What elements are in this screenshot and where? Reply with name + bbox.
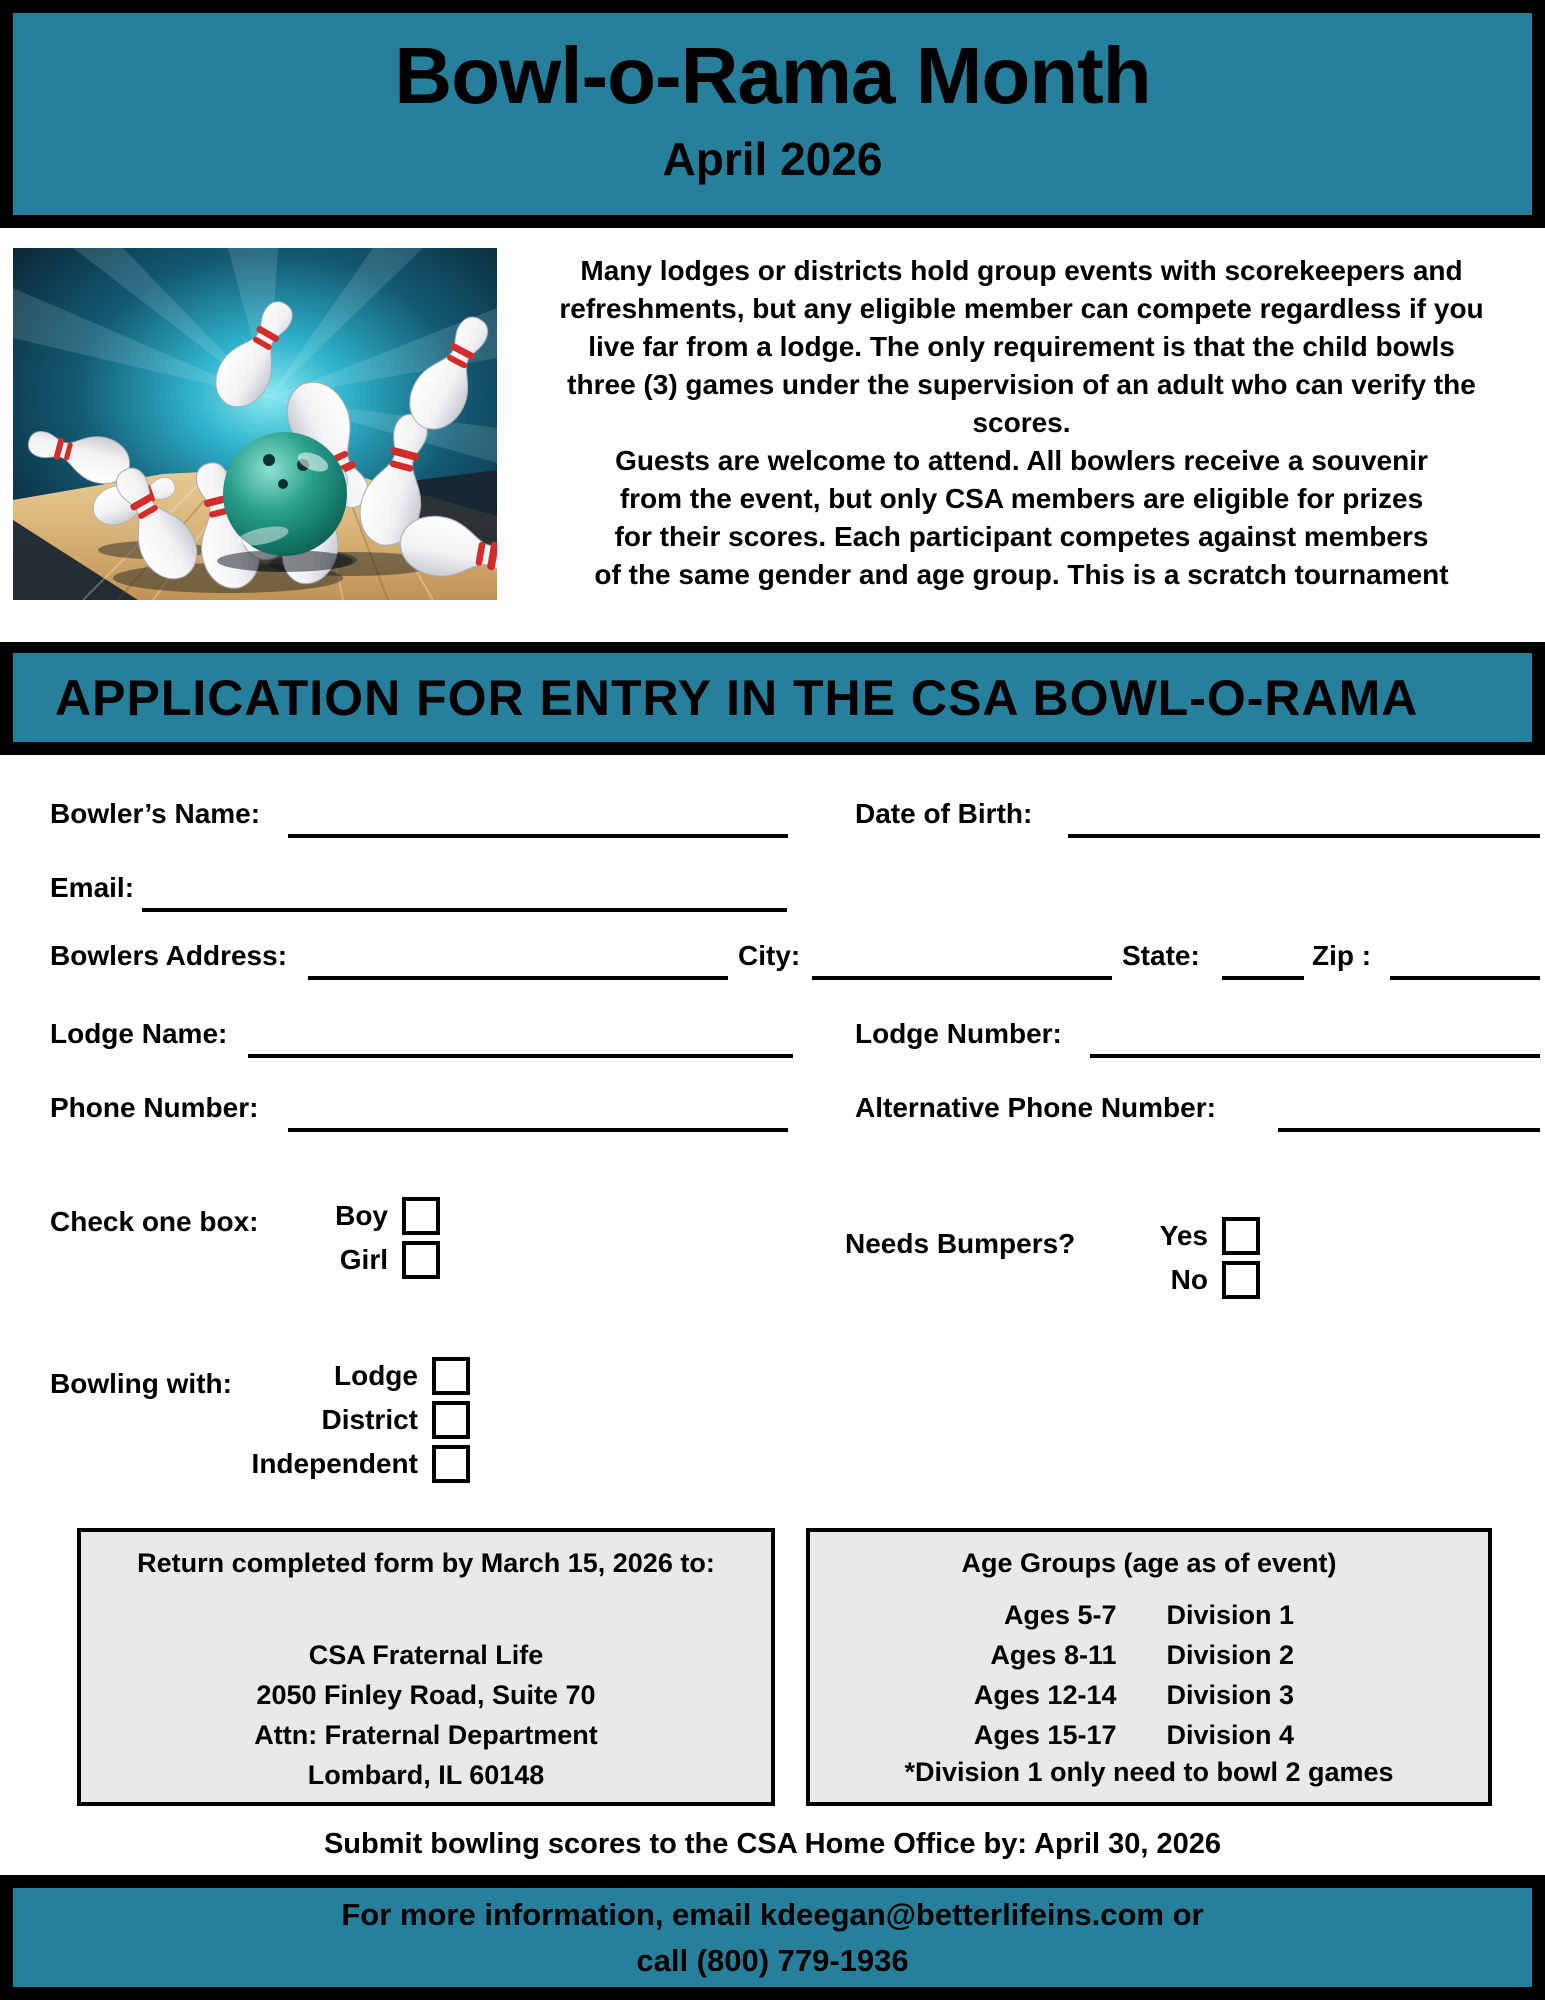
gender-checkbox-group xyxy=(255,1198,440,1286)
bumpers-option-no xyxy=(1090,1262,1260,1298)
page-title: Bowl-o-Rama Month xyxy=(394,31,1151,120)
intro-paragraph xyxy=(503,252,1540,594)
intro-line: for their scores. Each participant competes against members xyxy=(614,521,1429,552)
independent-label: Independent xyxy=(251,1448,418,1479)
address-line: Attn: Fraternal Department xyxy=(254,1720,598,1750)
bowlers-name-label: Bowler’s Name: xyxy=(50,798,261,829)
lodge-label: Lodge xyxy=(334,1360,418,1391)
state-field[interactable] xyxy=(1222,942,1304,980)
no-label: No xyxy=(1170,1264,1208,1295)
gender-option-boy xyxy=(255,1198,440,1234)
bowling-with-option-independent xyxy=(175,1446,470,1482)
lodge-checkbox[interactable] xyxy=(432,1357,470,1395)
form-row-phone xyxy=(50,1092,1540,1134)
alt-phone-number-field[interactable] xyxy=(1278,1094,1540,1132)
age-group-row: Ages 15-17 Division 4 xyxy=(973,1720,1295,1750)
bowlers-name-field[interactable] xyxy=(288,800,788,838)
bowling-with-label: Bowling with: xyxy=(50,1368,232,1399)
submit-scores-line: Submit bowling scores to the CSA Home Office by: April 30, 2026 xyxy=(323,1828,1222,1860)
yes-checkbox[interactable] xyxy=(1222,1217,1260,1255)
independent-checkbox[interactable] xyxy=(432,1445,470,1483)
address-line: Lombard, IL 60148 xyxy=(307,1760,545,1790)
bowlers-address-field[interactable] xyxy=(308,942,728,980)
application-banner-title: APPLICATION FOR ENTRY IN THE CSA BOWL-O-RAMA xyxy=(13,653,1532,742)
footer-banner xyxy=(0,1875,1545,2000)
intro-line: from the event, but only CSA members are eligible for prizes xyxy=(619,483,1424,514)
phone-number-field[interactable] xyxy=(288,1094,788,1132)
boy-label: Boy xyxy=(335,1200,388,1231)
phone-number-label: Phone Number: xyxy=(50,1092,259,1123)
bowling-with-option-district xyxy=(175,1402,470,1438)
lodge-number-field[interactable] xyxy=(1090,1020,1540,1058)
address-line: 2050 Finley Road, Suite 70 xyxy=(256,1680,596,1710)
age-groups-box xyxy=(806,1528,1492,1806)
bowling-strike-image xyxy=(13,248,497,600)
age-group-row: Ages 12-14 Division 3 xyxy=(973,1680,1295,1710)
return-form-title: Return completed form by March 15, 2026 to: xyxy=(137,1548,715,1578)
district-checkbox[interactable] xyxy=(432,1401,470,1439)
intro-line: live far from a lodge. The only requirement is that the child bowls xyxy=(588,331,1455,362)
gender-option-girl xyxy=(255,1242,440,1278)
intro-line: Guests are welcome to attend. All bowlers receive a souvenir xyxy=(615,445,1428,476)
age-groups-footnote: *Division 1 only need to bowl 2 games xyxy=(904,1757,1394,1787)
lodge-name-field[interactable] xyxy=(248,1020,793,1058)
zip-label: Zip : xyxy=(1312,940,1372,971)
boy-checkbox[interactable] xyxy=(402,1197,440,1235)
form-row-address xyxy=(50,940,1540,982)
email-label: Email: xyxy=(50,872,135,903)
zip-field[interactable] xyxy=(1390,942,1540,980)
age-group-row: Ages 8-11 Division 2 xyxy=(990,1640,1295,1670)
return-address xyxy=(81,1635,771,1795)
age-groups-title: Age Groups (age as of event) xyxy=(961,1548,1337,1578)
state-label: State: xyxy=(1122,940,1200,971)
email-field[interactable] xyxy=(142,874,787,912)
yes-label: Yes xyxy=(1159,1220,1208,1251)
date-of-birth-label: Date of Birth: xyxy=(855,798,1033,829)
intro-line: refreshments, but any eligible member can compete regardless if you xyxy=(559,293,1484,324)
alt-phone-number-label: Alternative Phone Number: xyxy=(855,1092,1216,1123)
address-line: CSA Fraternal Life xyxy=(308,1640,544,1670)
city-field[interactable] xyxy=(812,942,1112,980)
bowlers-address-label: Bowlers Address: xyxy=(50,940,288,971)
lodge-name-label: Lodge Name: xyxy=(50,1018,228,1049)
no-checkbox[interactable] xyxy=(1222,1261,1260,1299)
age-groups-rows xyxy=(810,1595,1488,1755)
page-subtitle: April 2026 xyxy=(662,133,883,185)
check-one-box-label: Check one box: xyxy=(50,1206,259,1237)
application-banner xyxy=(0,642,1545,755)
district-label: District xyxy=(321,1404,418,1435)
intro-line: scores. xyxy=(972,407,1071,438)
bowling-with-checkbox-group xyxy=(175,1358,470,1490)
girl-checkbox[interactable] xyxy=(402,1241,440,1279)
header-banner xyxy=(0,0,1545,228)
bumpers-checkbox-group xyxy=(1090,1218,1260,1306)
girl-label: Girl xyxy=(339,1244,388,1275)
intro-line: of the same gender and age group. This is a scratch tournament xyxy=(594,559,1449,590)
needs-bumpers-label: Needs Bumpers? xyxy=(845,1228,1076,1259)
bowling-with-option-lodge xyxy=(175,1358,470,1394)
intro-line: three (3) games under the supervision of an adult who can verify the xyxy=(567,369,1476,400)
return-form-box xyxy=(77,1528,775,1806)
age-group-row: Ages 5-7 Division 1 xyxy=(1003,1600,1295,1630)
form-row-name-dob xyxy=(50,798,1540,840)
city-label: City: xyxy=(738,940,801,971)
form-row-lodge xyxy=(50,1018,1540,1060)
header-banner-inner xyxy=(13,13,1532,215)
bumpers-option-yes xyxy=(1090,1218,1260,1254)
footer-banner-inner xyxy=(13,1888,1532,1987)
intro-line: Many lodges or districts hold group events with scorekeepers and xyxy=(580,255,1463,286)
form-row-email xyxy=(50,872,1540,914)
footer-line-contact: For more information, email kdeegan@betterlifeins.com or xyxy=(341,1897,1204,1932)
lodge-number-label: Lodge Number: xyxy=(855,1018,1062,1049)
date-of-birth-field[interactable] xyxy=(1068,800,1540,838)
footer-line-phone: call (800) 779-1936 xyxy=(636,1943,909,1978)
